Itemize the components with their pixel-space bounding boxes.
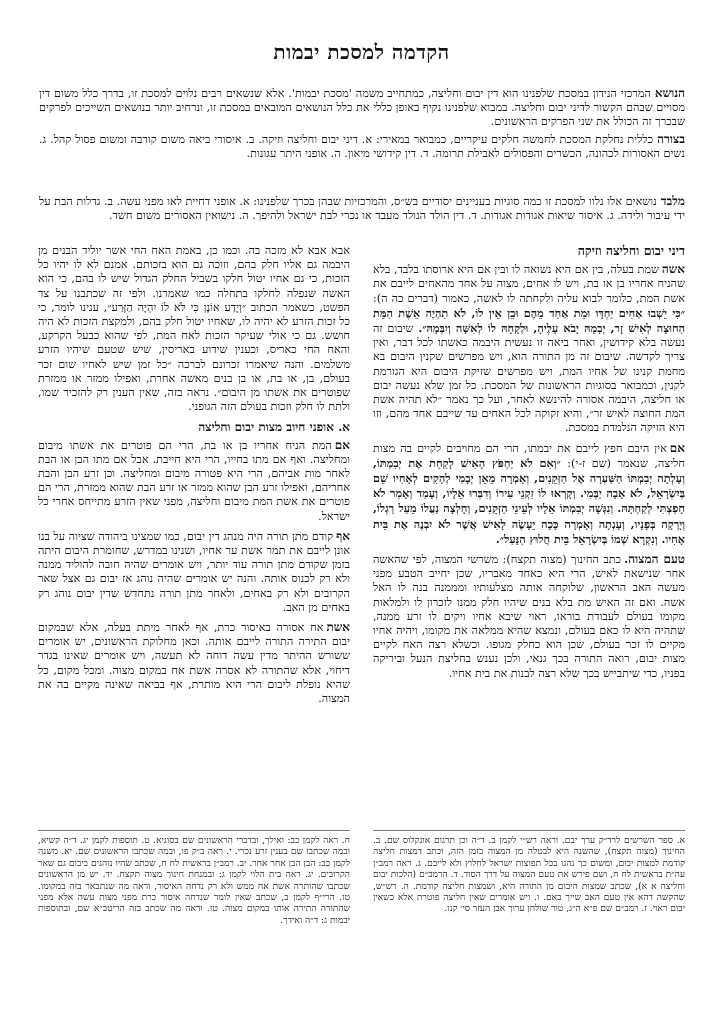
lead-word: אם	[669, 440, 685, 455]
intro-lead-word: בצורה	[657, 132, 685, 146]
paragraph	[38, 438, 350, 524]
paragraph	[38, 244, 350, 414]
section-heading: דיני יבום וחליצה וזיקה	[577, 244, 685, 258]
lead-word: אשת	[326, 620, 350, 635]
verse-quote: ״וְאִם לֹא יַחְפֹּץ הָאִישׁ לָקַחַת אֶת יְבִמְתּוֹ, וְעָלְתָה יְבִמְתּוֹ הַשַּׁעְרָה אֶל הַזְּקֵנִים, וְאָמְרָה מֵאֵן יְבָמִי לְהָקִים לְאָחִיו שֵׁם בְּיִשְׂרָאֵל, לֹא אָבָה יַבְּמִי. וְקָרְאוּ לוֹ זִקְנֵי עִירוֹ וְדִבְּרוּ אֵלָיו, וְעָמַד וְאָמַר לֹא חָפַצְתִּי לְקַחְתָּהּ. וְנִגְּשָׁה יְבִמְתּוֹ אֵלָיו לְעֵינֵי הַזְּקֵנִים, וְחָלְצָה נַעֲלוֹ מֵעַל רַגְלוֹ, וְיָרְקָה בְּפָנָיו, וְעָנְתָה וְאָמְרָה כָּכָה יֵעָשֶׂה לָאִישׁ אֲשֶׁר לֹא יִבְנֶה אֶת בֵּית אָחִיו. וְנִקְרָא שְׁמוֹ בְּיִשְׂרָאֵל בֵּית חֲלוּץ הַנָּעַל״.	[373, 455, 685, 546]
paragraph	[38, 529, 350, 615]
paragraph-text: המת הניח אחריו בן או בת, הרי הם פוטרים את אשתו מיבום ומחליצה. ואף אם מתו בחייו, הרי היא חייבת. אבל אם מתו הבן או הבת לאחר מות אביהם, הרי היא פטורה מיבום ומחליצה. וכן זרע הבן והבת אחריהם, ואפילו זרע הבן שהוא ממזר או זרע הבת שהוא ממזרת, הרי הם פוטרים את אשת המת מיבום וחליצה, מפני שאין הזרע מתייחס אחרי כל ישראל.	[38, 438, 350, 523]
lead-word: אם	[334, 437, 350, 452]
paragraph-text: כתב החינוך (מצוה תקצח): משרשי המצוה, לפי שהאשה אחר שנישאת לאיש, הרי היא כאחד מאבריו, שכן יחייב הטבע מפני מעשה האב הראשון, שלוקחה אותה מצלעותיו ומממנה בנה לו האל אשה. ואם זה האיש מת בלא בנים שיהיו חלק ממנו לזכרון לו ולמלאות מקומו בעולם לעבודת בוראו, ראוי שיבא אחיו ויקים לו זרע ממנה, שתהיה היא לו כאם בעולם, ונמצא שהיא ממלאה את מקומו, ויהיה אחיו מקיים לו זכר בעולם, שכן הוא כחלק מגופו. וכשלא רצה האח לקיים מצות יבום, רואה התורה בכך גנאי, ולכן נענש בחליצת הנעל וביריקה בפניו, כדי שיתבייש בכך שלא רצה לבנות את בית אחיו.	[373, 553, 685, 680]
intro-text: כללית נחלקת המסכת לחמשה חלקים עיקריים, כמבואר במאירי: א. דיני יבום וחליצה וזיקה. ב. איסורי ביאה משום קורבה ומשום פסול קהל. ג. נשים האסורות לכהונה, הכשרים והפסולים לאבילת תרומה. ד. דין קידושי מיאון. ה. אופני היתר עגונות.	[39, 133, 685, 160]
paragraph-text: שמת בעלה, בין אם היא נשואה לו ובין אם היא ארוסתו בלבד, בלא שהניח אחריו בן או בת, ויש לו אחים, מצוה על אחד מהאחים לייבם את אשת המת, כלומר לבוא עליה ולקחתה לו לאשה, כאמור (דברים כה ה):	[373, 263, 685, 305]
footnotes-right: א. ספר השרשים לרד״ק ערך יבם. וראה רש״י לקמן ב. ד״ה וכן תרגום אונקלוס שם. ב. החינוך (מצוה תקצח), שהשנה היא לבטלה מן המצוה בזמן הזה, וכתב דמצות חליצה קודמת למצות יבום, ומשום כך נהגו בכל תפוצות ישראל לחלוץ ולא לייבם. ג. ראה רמב״ן עה״ת בראשית לח ח, ושם פירש את טעם המצוה על דרך הסוד. ד. הרמב״ם (הלכות יבום וחליצה א א), שכתב שמצות היבום מן התורה היא, ושמצות חליצה קודמת. ה. רש״ש, שהקשה דהא אין טעם האב שייך באם. ו. ויש אומרים שאין חליצה פוטרת אלא כשאין יבום ראוי. ז. רמב״ם שם פ״א ה״ג, טור שולחן ערוך אבן העזר סי׳ קנו.	[373, 836, 685, 915]
intro-paragraph-structure	[39, 132, 685, 161]
footnote-divider	[38, 830, 350, 831]
paragraph-text: אין היבם חפץ לייבם את יבמתו, הרי הם מחויבים לקיים בה מצות חליצה, שנאמר (שם ז-י):	[373, 441, 685, 470]
footnotes-left: ח. ראה לקמן כב: ואילך, ובדברי הראשונים שם בסוגיא. ט. תוספות לקמן יג. ד״ה קשיא, ובמה שכתבו שם בענין זרע נכרי. י. ראה ב״ק פו, ובמה שכתבו הראשונים שם. יא. משנה לקמן כב: הבן הבן אחר אחר. יב. רמב״ן בראשית לח ח, שכתב שהיו נוהגים ביבום גם שאר הקרובים. יג. ראה בית הלוי לקמן ג: ובמנחת חינוך מצוה תקצח. יד. יש מן הראשונים שכתבו שהותרה אשת אח ממש ולא רק נדחה האיסור, וראה מה שנתבאר בזה במקומו. טו. הרי״ף לקמן ב, שכתב שאין לומר שנדחה איסור כרת מפני מצות עשה אלא מפני שהתורה התירה אותו במקום מצוה. טז. וראה מה שכתב בזה הריטב״א שם, ובתוספות יבמות ג: ד״ה ואידך.	[38, 836, 350, 926]
paragraph-text: אבא אבא לא מזכה בה. וכמו כן, באמת האח החי אשר יוליד הבנים מן היבמה גם אליו חלק בהם, וזוכה גם הוא בזכותם. אמנם לא לו יהיו כל הזכות, כי גם אחיו יטול חלקו בשביל החלק הגדול שיש לו בהם, כי הוא האשה שנפלה לחלקו בתחלה כמו שאמרנו. ולפי זה שכתבנו על צד הפשט, כשאמר הכתוב ״וְיָדַע אוֹנָן כִּי לֹּא לוֹ יִהְיֶה הַזָּרַע״, ענינו לומר, כי כל זכות הזרע לא יהיה לו, שאחיו יטול חלק בהם, ולמקצת הזכות לא היה חושש. גם כי אולי שעיקר הזכות לאח המת, לפי שהוא כבעל הקרקע, והאח החי כאריס, וכענין שידוע באריסין, שיש שטעם שיהיו הזרע משלמים. והנה שיאמרו זכרונם לברכה ״כל זמן שיש לאחיו שום זכר בעולם, בן, או בת, או בן בנים מאשה אחרת, ואפילו ממזר או ממזרת שפוטרים את אשתו מן היבום״. נראה בזה, שאין הענין רק להזכיר שמו, ולתת לו חלק וזכות בעולם הזה הגופני.	[38, 244, 350, 414]
lead-word: טעם המצוה.	[624, 552, 685, 567]
intro-lead-word: מלבד	[660, 194, 685, 208]
footnote-divider	[373, 830, 685, 831]
intro-lead-word: הנושא	[654, 86, 685, 100]
paragraph-text: אח אסורה באיסור כרת, אף לאחר מיתת בעלה, אלא שבמקום יבום התירה התורה לייבם אותה. וכאן מחלוקת הראשונים, יש אומרים ששורש ההיתר מדין עשה דוחה לא תעשה, ויש אומרים שאינו בגדר דיחוי, אלא שהתורה לא אסרה אשת אח במקום מצוה. ומכל מקום, כל שהיא נופלת ליבום הרי היא מותרת, אף בביאה שאינה מקיים בה את המצוה.	[38, 621, 350, 706]
right-column	[373, 244, 685, 822]
lead-word: אשה	[661, 262, 685, 277]
left-column	[38, 244, 350, 822]
intro-paragraph-additional	[39, 194, 685, 223]
subsection-heading: א. אופני חיוב מצות יבום וחליצה	[198, 420, 350, 435]
verse-quote: ״כִּי יֵשְׁבוּ אַחִים יַחְדָּו וּמֵת אַחַד מֵהֶם וּבֵן אֵין לוֹ, לֹא תִהְיֶה אֵשֶׁת הַמֵּת הַחוּצָה לְאִישׁ זָר, יְבָמָהּ יָבֹא עָלֶיהָ, וּלְקָחָהּ לוֹ לְאִשָּׁה וְיִבְּמָהּ״.	[373, 305, 685, 336]
page-title: הקדמה למסכת יבמות	[273, 40, 450, 64]
paragraph	[373, 262, 685, 435]
intro-paragraph-subject	[39, 86, 685, 129]
intro-text: המרכזי הנידון במסכת שלפנינו הוא דין יבום וחליצה, כמתחייב משמה 'מסכת יבמות'. אלא שנשאים רבים נלוים למסכת זו, בדרך כלל משום דין מסויים שבהם הקשור לדיני יבום וחליצה. במבוא שלפנינו נקיף באופן כללי את כלל הנושאים המובאים במסכת זו, ונרחיב יותר בנושאים השייכים לפרקים שבכרך זה הכולל את שני הפרקים הראשונים.	[39, 87, 685, 128]
paragraph-text: שיבום זה נעשה בלא קידושין, ואחר ביאה זו נעשית היבמה כאשתו לכל דבר, ואין צריך לקדשה. שיבום זה מן התורה הוא, ויש מפרשים שקנין היבום בא מחמת קנינו של אחיו המת, ויש מפרשים שזיקת היבום היא הגורמת לקנין, וכמבואר בסוגיות הראשונות של המסכת. כל זמן שלא נעשה יבום או חליצה, היבמה אסורה להינשא לאחר, ועל כך נאמר ״לא תהיה אשת המת החוצה לאיש זר״, והיא זקוקה לכל האחים עד שייבם אחד מהם, וזו היא הזיקה הנלמדת במסכת.	[373, 322, 685, 435]
paragraph-text: קודם מתן תורה היה מנהג דין יבום, כמו שמצינו ביהודה שציוה על בנו אונן לייבם את תמר אשת ער אחיו, ושנינו במדרש, שחומרת היבום היתה בזמן שקודם מתן תורה עוד יותר, ויש אומרים שהיה חובה להוליד ממנה ולא רק לכנוס אותה. והנה יש אומרים שהיה נוהג אז יבום גם אצל שאר הקרובים ולא רק באחים, ולאחר מתן תורה נתחדש שדין יבום נוהג רק באחים מן האב.	[38, 529, 350, 614]
paragraph	[38, 620, 350, 706]
lead-word: אף	[336, 528, 350, 543]
paragraph	[373, 552, 685, 681]
paragraph	[373, 441, 685, 547]
intro-text: נושאים אלו נלוו למסכת זו כמה סוגיות בעניינים יסודיים בש״ס, והמרכזיות שבהן בכרך שלפנינו: א. אופני דחיית לאו מפני עשה. ב. גדלות הבת על ידי עיבור ולידה. ג. איסור שיאות אגודות אגודות. ד. דין הולד הנולד מעבד או נכרי לבת ישראל ולהיפך. ה. נישואין האסורים משום חשד.	[39, 195, 685, 222]
